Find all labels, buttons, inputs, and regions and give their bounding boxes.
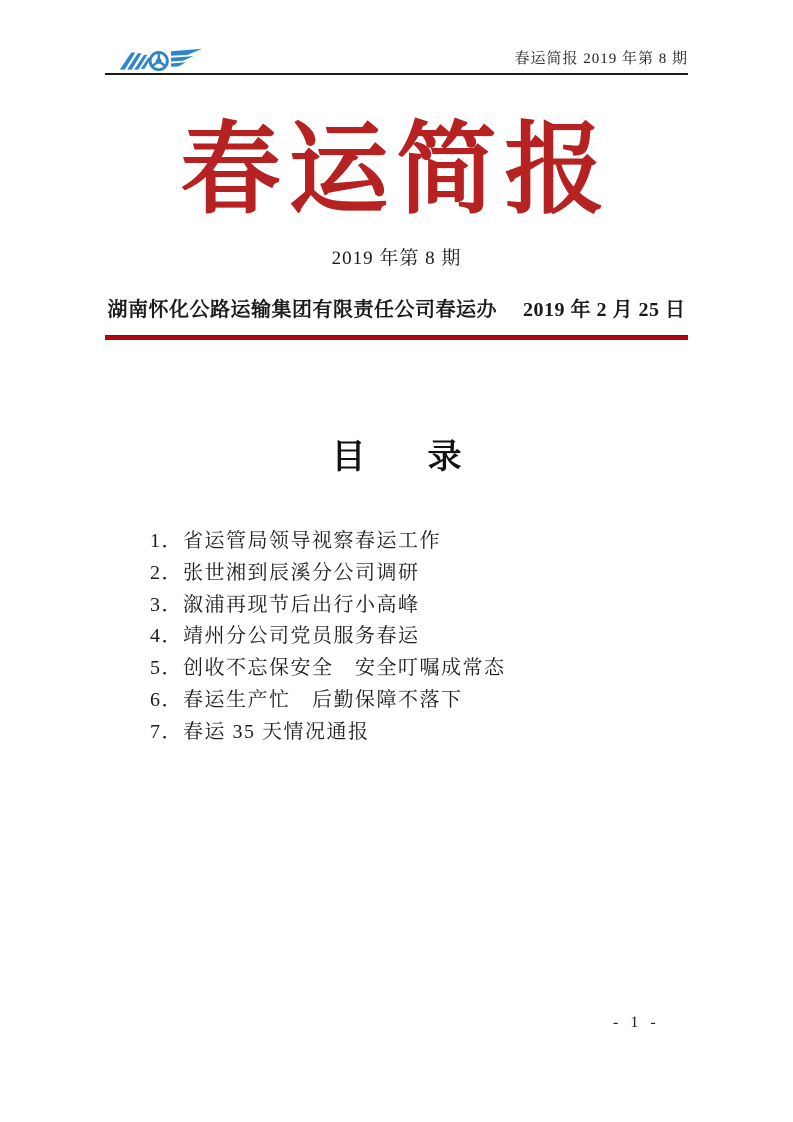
publisher-date-line: 湖南怀化公路运输集团有限责任公司春运办 2019 年 2 月 25 日 — [107, 299, 686, 321]
winged-steering-wheel-icon — [119, 45, 203, 73]
toc-item: 3．溆浦再现节后出行小高峰 — [150, 593, 420, 616]
toc-item: 7．春运 35 天情况通报 — [150, 720, 370, 743]
header-issue-label: 春运简报 2019 年第 8 期 — [514, 51, 688, 67]
toc-heading — [105, 440, 688, 476]
page-header — [105, 0, 688, 75]
bulletin-title: 春运简报 — [180, 115, 613, 226]
toc-item: 6．春运生产忙 后勤保障不落下 — [150, 688, 463, 711]
toc-item: 4．靖州分公司党员服务春运 — [150, 625, 420, 648]
toc-item: 5．创收不忘保安全 安全叮嘱成常态 — [150, 657, 506, 680]
company-logo — [119, 45, 203, 73]
toc-item: 1．省运管局领导视察春运工作 — [150, 530, 441, 552]
toc-heading-char: 目 — [331, 439, 366, 476]
toc-list — [105, 526, 688, 749]
issue-number-line: 2019 年第 8 期 — [331, 248, 462, 269]
toc-heading-char: 录 — [427, 439, 462, 476]
toc-item: 2．张世湘到辰溪分公司调研 — [150, 561, 420, 584]
red-divider-rule — [105, 335, 688, 340]
page-number: - 1 - — [613, 1014, 660, 1031]
